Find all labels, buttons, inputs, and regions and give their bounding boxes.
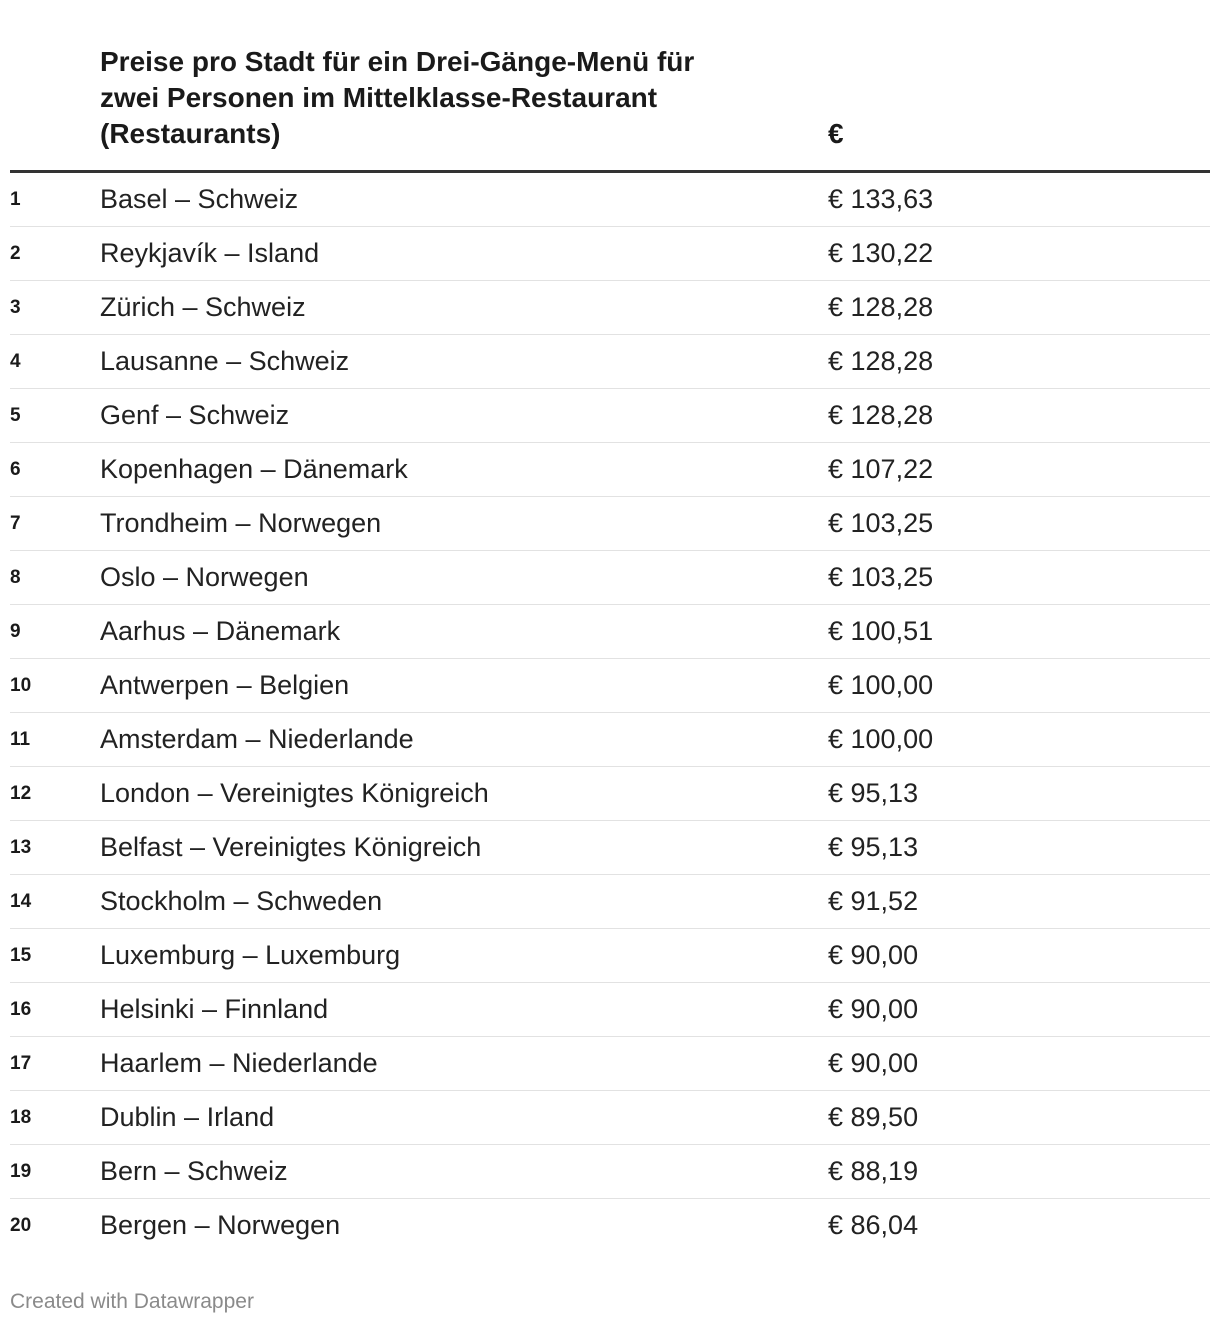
price-cell: € 100,51 bbox=[828, 616, 934, 646]
price-cell: € 133,63 bbox=[828, 184, 934, 214]
rank-cell: 19 bbox=[10, 1161, 32, 1182]
city-cell: Helsinki – Finnland bbox=[100, 994, 329, 1024]
table-row bbox=[10, 767, 1210, 821]
city-cell: Kopenhagen – Dänemark bbox=[100, 454, 408, 484]
city-cell: Genf – Schweiz bbox=[100, 400, 290, 430]
city-cell: Basel – Schweiz bbox=[100, 184, 299, 214]
price-cell: € 90,00 bbox=[828, 994, 919, 1024]
price-cell: € 130,22 bbox=[828, 238, 934, 268]
city-cell: Bergen – Norwegen bbox=[100, 1210, 341, 1240]
rank-cell: 7 bbox=[10, 513, 21, 534]
price-cell: € 100,00 bbox=[828, 724, 934, 754]
city-cell: Oslo – Norwegen bbox=[100, 562, 309, 592]
rank-cell: 5 bbox=[10, 405, 21, 426]
rank-cell: 3 bbox=[10, 297, 21, 318]
price-cell: € 89,50 bbox=[828, 1102, 919, 1132]
city-cell: Luxemburg – Luxemburg bbox=[100, 940, 401, 970]
data-table bbox=[10, 0, 1210, 1252]
price-cell: € 90,00 bbox=[828, 1048, 919, 1078]
table-row bbox=[10, 605, 1210, 659]
price-cell: € 95,13 bbox=[828, 778, 919, 808]
city-cell: Amsterdam – Niederlande bbox=[100, 724, 414, 754]
table-row bbox=[10, 929, 1210, 983]
table-row bbox=[10, 1037, 1210, 1091]
datawrapper-credit: Created with Datawrapper bbox=[10, 1290, 254, 1313]
rank-cell: 9 bbox=[10, 621, 21, 642]
price-cell: € 95,13 bbox=[828, 832, 919, 862]
rank-cell: 1 bbox=[10, 189, 21, 210]
city-cell: Zürich – Schweiz bbox=[100, 292, 306, 322]
table-body bbox=[10, 173, 1210, 1252]
rank-cell: 20 bbox=[10, 1215, 32, 1236]
rank-cell: 13 bbox=[10, 837, 32, 858]
table-header bbox=[10, 0, 1210, 173]
city-cell: London – Vereinigtes Königreich bbox=[100, 778, 489, 808]
rank-cell: 2 bbox=[10, 243, 21, 264]
table-row bbox=[10, 713, 1210, 767]
table-row bbox=[10, 551, 1210, 605]
city-cell: Haarlem – Niederlande bbox=[100, 1048, 378, 1078]
rank-cell: 15 bbox=[10, 945, 32, 966]
table-row bbox=[10, 335, 1210, 389]
rank-cell: 18 bbox=[10, 1107, 32, 1128]
rank-cell: 17 bbox=[10, 1053, 32, 1074]
city-cell: Antwerpen – Belgien bbox=[100, 670, 350, 700]
rank-cell: 11 bbox=[10, 729, 31, 750]
column-header-city: Preise pro Stadt für ein Drei-Gänge-Menü für zwei Personen im Mittelklasse-Restaurant (Restaurants) bbox=[100, 46, 695, 149]
city-cell: Bern – Schweiz bbox=[100, 1156, 288, 1186]
table-row bbox=[10, 497, 1210, 551]
table-row bbox=[10, 983, 1210, 1037]
rank-cell: 6 bbox=[10, 459, 21, 480]
city-cell: Dublin – Irland bbox=[100, 1102, 275, 1132]
table-row bbox=[10, 173, 1210, 227]
price-cell: € 107,22 bbox=[828, 454, 934, 484]
city-cell: Belfast – Vereinigtes Königreich bbox=[100, 832, 482, 862]
table-row bbox=[10, 1199, 1210, 1252]
price-cell: € 86,04 bbox=[828, 1210, 919, 1240]
city-cell: Trondheim – Norwegen bbox=[100, 508, 382, 538]
price-cell: € 100,00 bbox=[828, 670, 934, 700]
table-row bbox=[10, 443, 1210, 497]
table-row bbox=[10, 227, 1210, 281]
rank-cell: 16 bbox=[10, 999, 32, 1020]
rank-cell: 4 bbox=[10, 351, 21, 372]
price-cell: € 103,25 bbox=[828, 508, 934, 538]
price-cell: € 91,52 bbox=[828, 886, 919, 916]
price-cell: € 128,28 bbox=[828, 346, 934, 376]
city-cell: Lausanne – Schweiz bbox=[100, 346, 350, 376]
price-cell: € 90,00 bbox=[828, 940, 919, 970]
rank-cell: 14 bbox=[10, 891, 32, 912]
price-cell: € 128,28 bbox=[828, 400, 934, 430]
table-row bbox=[10, 1145, 1210, 1199]
table-row bbox=[10, 821, 1210, 875]
table-row bbox=[10, 875, 1210, 929]
city-cell: Stockholm – Schweden bbox=[100, 886, 383, 916]
table-row bbox=[10, 389, 1210, 443]
table-row bbox=[10, 281, 1210, 335]
city-cell: Reykjavík – Island bbox=[100, 238, 320, 268]
price-cell: € 103,25 bbox=[828, 562, 934, 592]
city-cell: Aarhus – Dänemark bbox=[100, 616, 341, 646]
rank-cell: 8 bbox=[10, 567, 21, 588]
price-cell: € 88,19 bbox=[828, 1156, 919, 1186]
table-row bbox=[10, 1091, 1210, 1145]
rank-cell: 12 bbox=[10, 783, 32, 804]
price-cell: € 128,28 bbox=[828, 292, 934, 322]
rank-cell: 10 bbox=[10, 675, 32, 696]
table-row bbox=[10, 659, 1210, 713]
column-header-price: € bbox=[828, 118, 844, 149]
